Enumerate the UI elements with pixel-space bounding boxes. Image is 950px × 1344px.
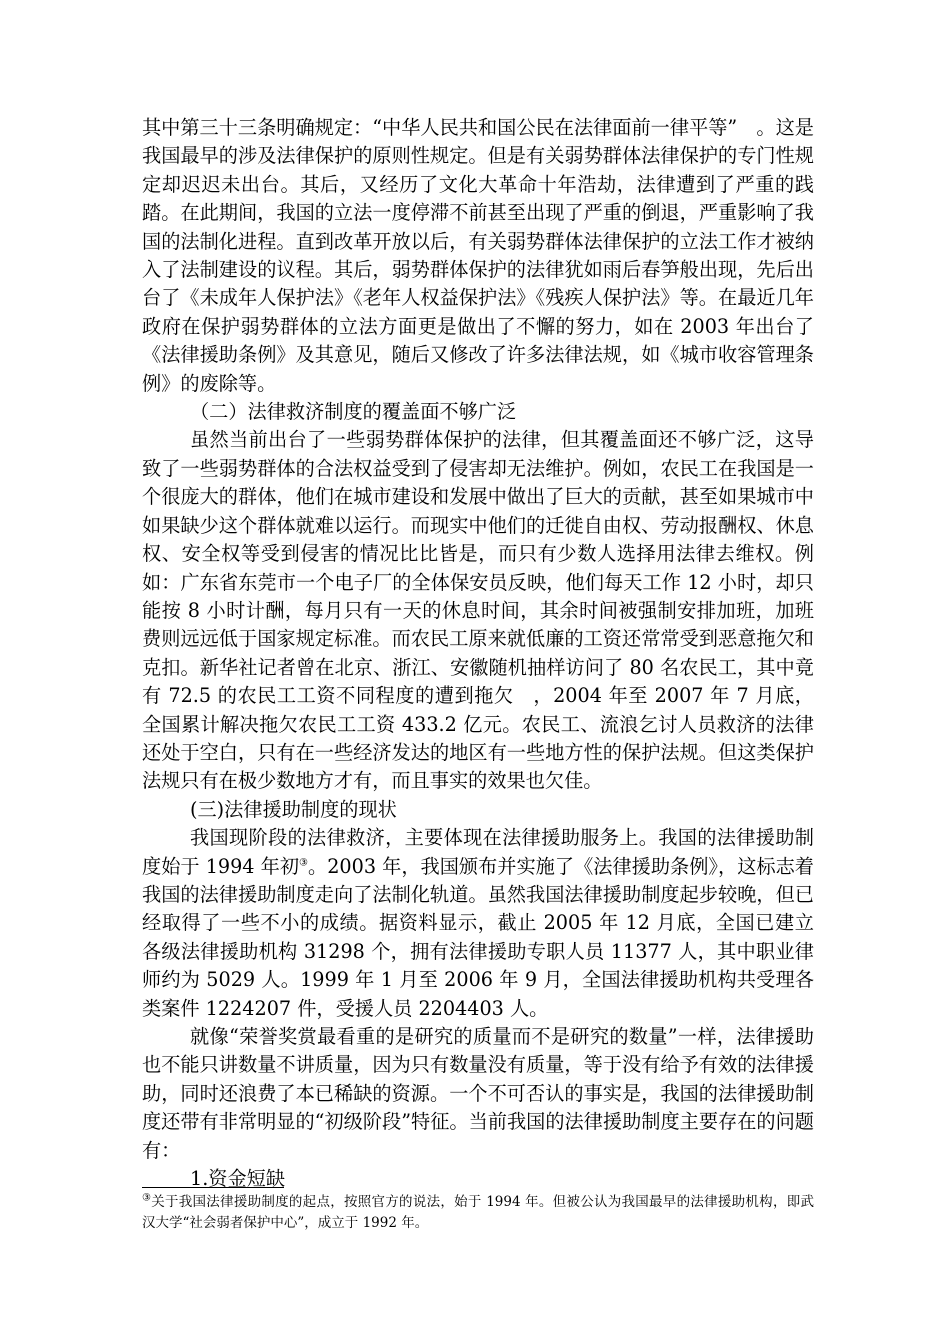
body-text: [142, 114, 814, 1193]
section-heading-coverage: （二）法律救济制度的覆盖面不够广泛: [190, 400, 517, 424]
subheading-funding-shortage: 1.资金短缺: [190, 1167, 286, 1191]
footnote-marker: ③: [142, 1192, 152, 1204]
footnote-separator: [142, 1187, 284, 1188]
paragraph-coverage: 虽然当前出台了一些弱势群体保护的法律，但其覆盖面还不够广泛，这导致了一些弱势群体的合法权益受到了侵害却无法维护。例如，农民工在我国是一个很庞大的群体，他们在城市建设和发展中做出了巨大的贡献，甚至如果城市中如果缺少这个群体就难以运行。而现实中他们的迁徙自由权、劳动报酬权、休息权、安全权等受到侵害的情况比比皆是，而只有少数人选择用法律去维权。例如：广东省东莞市一个电子厂的全体保安员反映，他们每天工作 12 小时，却只能按 8 小时计酬，每月只有一天的休息时间，其余时间被强制安排加班，加班费则远远低于国家规定标准。而农民工原来就低廉的工资还常常受到恶意拖欠和克扣。新华社记者曾在北京、浙江、安徽随机抽样访问了 80 名农民工，其中竟有 72.5 的农民工工资不同程度的遭到拖欠 ，2004 年至 2007 年 7 月底，全国累计解决拖欠农民工工资 433.2 亿元。农民工、流浪乞讨人员救济的法律还处于空白，只有在一些经济发达的地区有一些地方性的保护法规。但这类保护法规只有在极少数地方才有，而且事实的效果也欠佳。: [142, 428, 814, 793]
paragraph-equality-law: 其中第三十三条明确规定：“中华人民共和国公民在法律面前一律平等” 。这是我国最早的涉及法律保护的原则性规定。但是有关弱势群体法律保护的专门性规定却迟迟未出台。其后，又经历了文化大革命十年浩劫，法律遭到了严重的践踏。在此期间，我国的立法一度停滞不前甚至出现了严重的倒退，严重影响了我国的法制化进程。直到改革开放以后，有关弱势群体法律保护的立法工作才被纳入了法制建设的议程。其后，弱势群体保护的法律犹如雨后春笋般出现，先后出台了《未成年人保护法》《老年人权益保护法》《残疾人保护法》等。在最近几年政府在保护弱势群体的立法方面更是做出了不懈的努力，如在 2003 年出台了《法律援助条例》及其意见，随后又修改了许多法律法规，如《城市收容管理条例》的废除等。: [142, 116, 814, 395]
section-heading-legal-aid-status: (三)法律援助制度的现状: [190, 797, 397, 821]
paragraph-quality: 就像“荣誉奖赏最看重的是研究的质量而不是研究的数量”一样，法律援助也不能只讲数量不讲质量，因为只有数量没有质量，等于没有给予有效的法律援助，同时还浪费了本已稀缺的资源。一个不可否认的事实是，我国的法律援助制度还带有非常明显的“初级阶段”特征。当前我国的法律援助制度主要存在的问题有：: [142, 1025, 814, 1162]
footnote-reference[interactable]: ③: [299, 857, 308, 869]
paragraph-legal-aid-status: [142, 824, 814, 1023]
paragraph-legal-aid-text-1: 我国现阶段的法律救济，主要体现在法律援助服务上。我国的法律援助制度始于 1994 年初: [142, 826, 814, 878]
footnote-text: 关于我国法律援助制度的起点，按照官方的说法，始于 1994 年。但被公认为我国最早的法律援助机构，即武汉大学“社会弱者保护中心”，成立于 1992 年。: [142, 1194, 814, 1231]
footnote: [142, 1192, 814, 1234]
paragraph-legal-aid-text-2: 。2003 年，我国颁布并实施了《法律援助条例》，这标志着我国的法律援助制度走向了法制化轨道。虽然我国法律援助制度起步较晚，但已经取得了一些不小的成绩。据资料显示，截止 2005 年 12 月底，全国已建立各级法律援助机构 31298 个，拥有法律援助专职人员 11377 人，其中职业律师约为 5029 人。1999 年 1 月至 2006 年 9 月，全国法律援助机构共受理各类案件 1224207 件，受援人员 2204403 人。: [142, 854, 814, 1020]
